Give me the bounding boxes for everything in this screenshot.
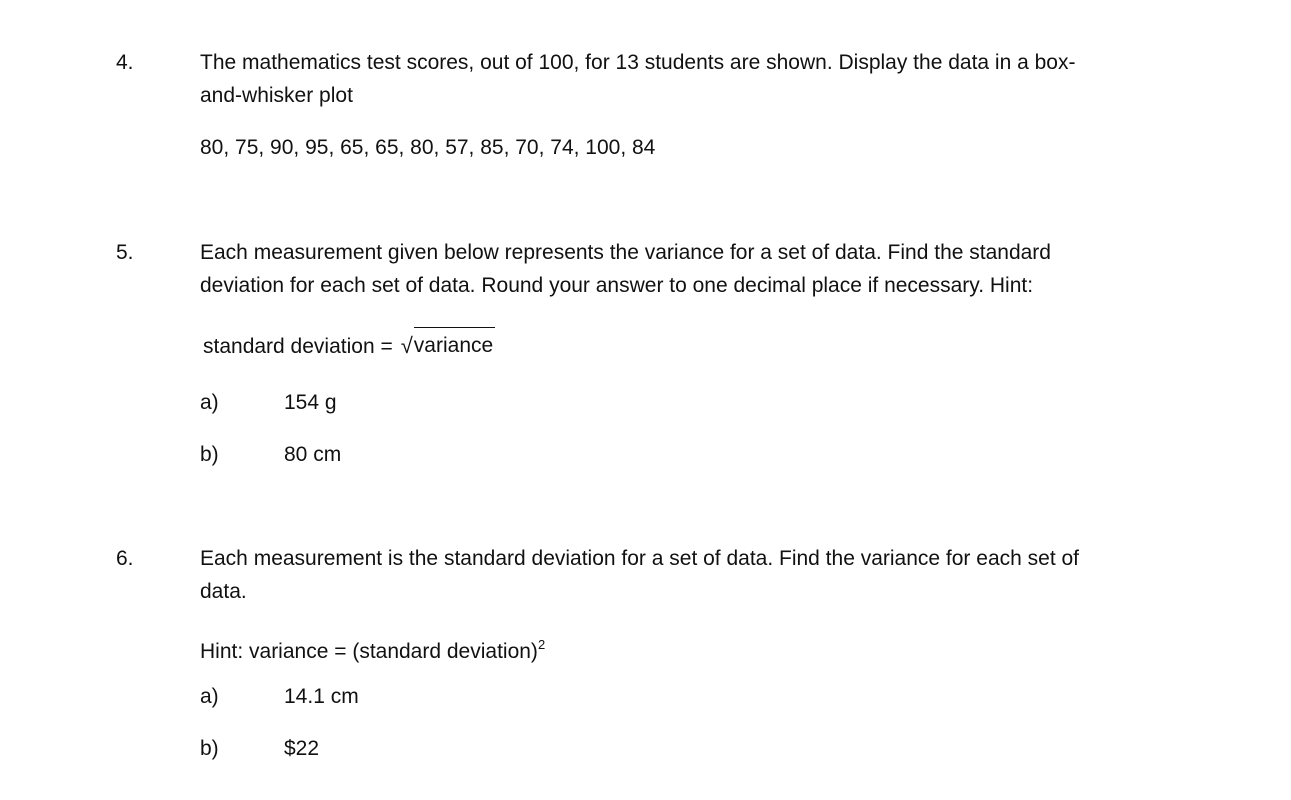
question-number-4: 4. <box>116 51 134 74</box>
question-6-part-b-label: b) <box>200 737 219 760</box>
square-root-icon: √ <box>400 333 413 358</box>
hint-text: Hint: variance = (standard deviation) <box>200 640 538 663</box>
question-6-text-line-2: data. <box>200 580 247 603</box>
formula-left-side: standard deviation = <box>203 335 393 358</box>
hint-exponent: 2 <box>537 637 546 652</box>
question-5-text-line-2: deviation for each set of data. Round your answer to one decimal place if necessary. Hint: <box>200 274 1034 297</box>
question-5-part-a-label: a) <box>200 391 219 414</box>
question-5-part-a-value: 154 g <box>284 391 337 414</box>
question-5-part-b-label: b) <box>200 443 219 466</box>
question-4-text-line-2: and-whisker plot <box>200 84 353 107</box>
question-6-text-line-1: Each measurement is the standard deviation for a set of data. Find the variance for each set of <box>200 547 1079 570</box>
question-4-text-line-1: The mathematics test scores, out of 100, for 13 students are shown. Display the data in a box- <box>200 51 1076 74</box>
question-6-hint <box>200 628 545 668</box>
question-5-part-b-value: 80 cm <box>284 443 342 466</box>
question-5-text-line-1: Each measurement given below represents the variance for a set of data. Find the standard <box>200 241 1051 264</box>
question-4-data-values: 80, 75, 90, 95, 65, 65, 80, 57, 85, 70, 74, 100, 84 <box>200 136 656 159</box>
square-root-expression <box>393 327 495 362</box>
question-6-part-a-value: 14.1 cm <box>284 685 359 708</box>
formula-radicand: variance <box>414 327 495 362</box>
question-6-part-b-value: $22 <box>284 737 320 760</box>
question-6-part-a-label: a) <box>200 685 219 708</box>
question-5-formula <box>203 327 495 363</box>
question-number-5: 5. <box>116 241 134 264</box>
question-number-6: 6. <box>116 547 134 570</box>
